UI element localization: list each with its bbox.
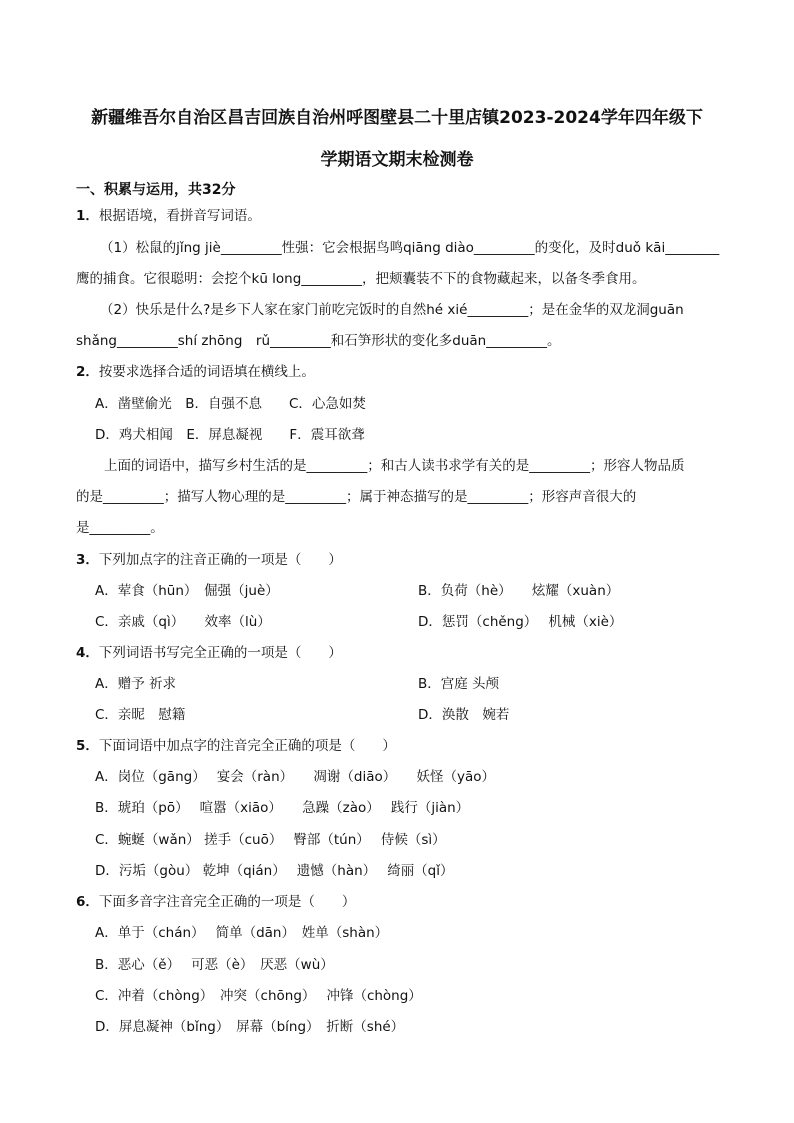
q3-option-a: A．荤食（hūn） 倔强（juè）: [95, 583, 279, 599]
question-text: 根据语境，看拼音写词语。: [98, 208, 261, 224]
q6-option-b: B．恶心（ě） 可恶（è） 厌恶（wù）: [95, 957, 334, 973]
exam-title-line2: 学期语文期末检测卷: [320, 150, 474, 170]
exam-title-line1: 新疆维吾尔自治区昌吉回族自治州呼图壁县二十里店镇2023-2024学年四年级下: [91, 108, 703, 128]
q2-body-line3: 是_________。: [76, 520, 164, 536]
question-6-stem: [76, 892, 355, 912]
q2-options-line1: A．凿壁偷光 B．自强不息 C．心急如焚: [95, 396, 366, 412]
question-text: 下面多音字注音完全正确的一项是（ ）: [98, 894, 356, 910]
q4-option-b: B．宫庭 头颅: [418, 676, 500, 692]
question-number: 1．: [76, 208, 99, 224]
q5-option-a: A．岗位（gāng） 宴会（ràn） 凋谢（diāo） 妖怪（yāo）: [95, 769, 495, 785]
q1-part1-line1: （1）松鼠的jǐng jiè_________性强：它会根据鸟鸣qiāng diào_________的变化，及时duǒ kāi________: [100, 240, 720, 256]
question-number: 4．: [76, 645, 99, 661]
question-text: 下面词语中加点字的注音完全正确的项是（ ）: [98, 738, 396, 754]
question-number: 2．: [76, 364, 99, 380]
q6-option-a: A．单于（chán） 简单（dān） 姓单（shàn）: [95, 925, 389, 941]
q3-option-b: B．负荷（hè） 炫耀（xuàn）: [418, 583, 620, 599]
section-heading: 一、积累与运用，共32分: [76, 182, 236, 198]
q2-body-line1: 上面的词语中，描写乡村生活的是_________；和古人读书求学有关的是_________；形容人物品质: [104, 458, 685, 474]
q6-option-c: C．冲着（chòng） 冲突（chōng） 冲锋（chòng）: [95, 988, 422, 1004]
question-text: 按要求选择合适的词语填在横线上。: [98, 364, 315, 380]
question-1-stem: [76, 206, 261, 226]
q2-body-line2: 的是_________；描写人物心理的是_________；属于神态描写的是_________；形容声音很大的: [76, 489, 637, 505]
q1-part2-line2: shǎng_________shí zhōng rǔ_________和石笋形状的变化多duān_________。: [76, 333, 561, 349]
q4-option-c: C．亲昵 慰籍: [95, 707, 186, 723]
question-number: 6．: [76, 894, 99, 910]
q5-option-b: B．琥珀（pō） 喧嚣（xiāo） 急躁（zào） 践行（jiàn）: [95, 800, 470, 816]
q5-option-c: C．蜿蜒（wǎn） 搓手（cuō） 臀部（tún） 侍候（sì）: [95, 832, 446, 848]
q4-option-d: D．涣散 婉若: [418, 707, 510, 723]
q6-option-d: D．屏息凝神（bǐng） 屏幕（bíng） 折断（shé）: [95, 1019, 405, 1035]
question-3-stem: [76, 550, 342, 570]
question-text: 下列加点字的注音正确的一项是（ ）: [98, 552, 342, 568]
q3-option-d: D．惩罚（chěng） 机械（xiè）: [418, 614, 623, 630]
q1-part2-line1: （2）快乐是什么?是乡下人家在家门前吃完饭时的自然hé xié_________；是在金华的双龙洞guān: [100, 302, 684, 318]
q4-option-a: A．赠予 祈求: [95, 676, 177, 692]
question-4-stem: [76, 643, 342, 663]
question-number: 3．: [76, 552, 99, 568]
question-2-stem: [76, 362, 315, 382]
q1-part1-line2: 鹰的捕食。它很聪明：会挖个kū long_________，把颊囊装不下的食物藏起来，以备冬季食用。: [76, 271, 646, 287]
q2-options-line2: D．鸡犬相闻 E．屏息凝视 F．震耳欲聋: [95, 427, 365, 443]
question-text: 下列词语书写完全正确的一项是（ ）: [98, 645, 342, 661]
question-number: 5．: [76, 738, 99, 754]
question-5-stem: [76, 736, 396, 756]
q3-option-c: C．亲戚（qì） 效率（lù）: [95, 614, 271, 630]
q5-option-d: D．污垢（gòu） 乾坤（qián） 遗憾（hàn） 绮丽（qǐ）: [95, 863, 454, 879]
